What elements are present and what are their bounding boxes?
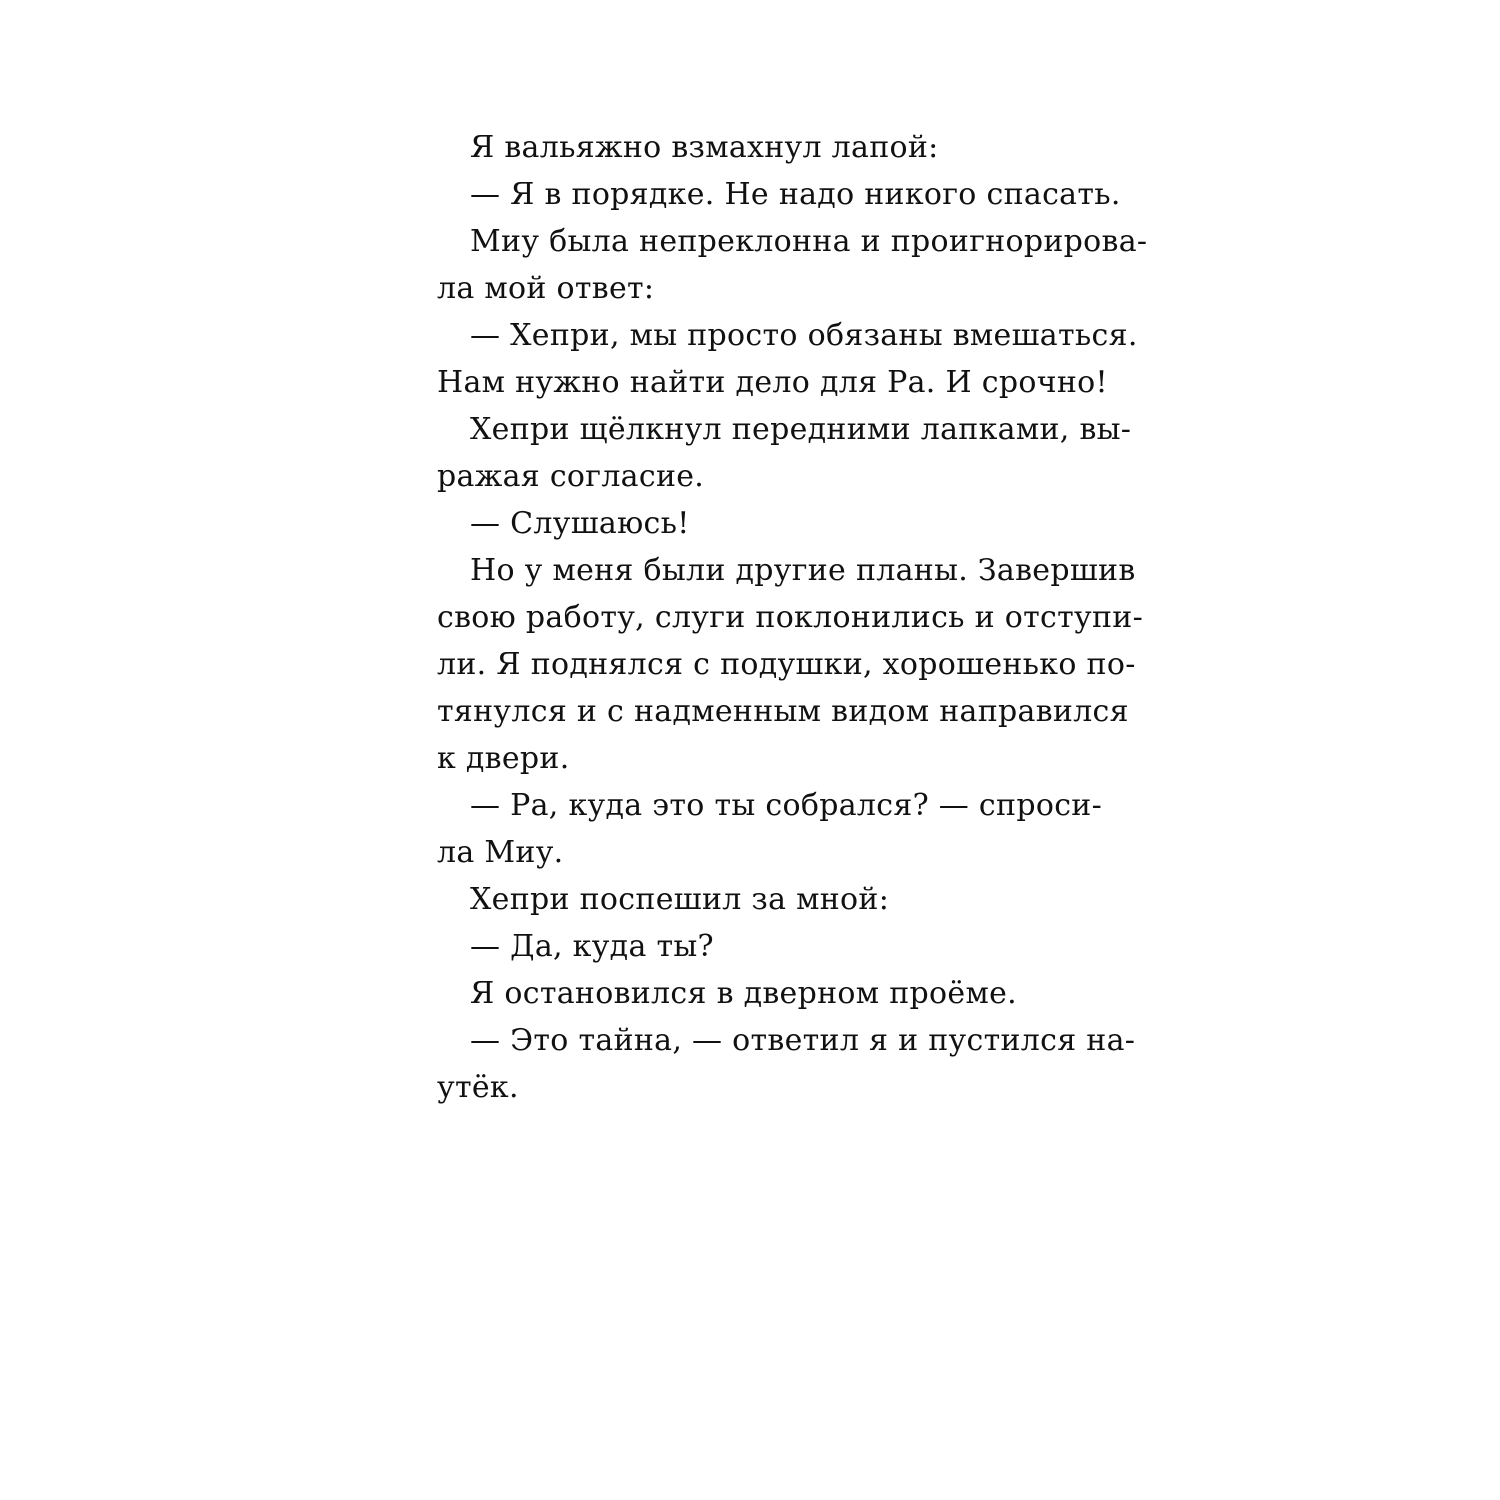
- text-line: Но у меня были другие планы. Завершив: [470, 553, 1136, 588]
- text-line: — Хепри, мы просто обязаны вмешаться.: [470, 318, 1138, 353]
- text-line: ражая согласие.: [437, 459, 705, 494]
- text-line: ла мой ответ:: [437, 271, 655, 306]
- text-line: Хепри щёлкнул передними лапками, вы-: [470, 412, 1132, 447]
- body-text: [437, 124, 1148, 1111]
- text-line: утёк.: [437, 1070, 519, 1105]
- text-line: Я остановился в дверном проёме.: [470, 976, 1017, 1011]
- text-line: Миу была непреклонна и проигнорирова-: [470, 224, 1148, 259]
- text-line: тянулся и с надменным видом направился: [437, 694, 1129, 729]
- text-line: — Это тайна, — ответил я и пустился на-: [470, 1023, 1136, 1058]
- text-line: — Я в порядке. Не надо никого спасать.: [470, 177, 1121, 212]
- text-line: ла Миу.: [437, 835, 564, 870]
- text-line: ли. Я поднялся с подушки, хорошенько по-: [437, 647, 1136, 682]
- text-line: — Слушаюсь!: [470, 506, 690, 541]
- text-line: Я вальяжно взмахнул лапой:: [470, 130, 939, 165]
- text-line: — Да, куда ты?: [470, 929, 714, 964]
- text-line: свою работу, слуги поклонились и отступи-: [437, 600, 1144, 635]
- text-line: Нам нужно найти дело для Ра. И срочно!: [437, 365, 1108, 400]
- text-line: — Ра, куда это ты собрался? — спроси-: [470, 788, 1103, 823]
- text-line: Хепри поспешил за мной:: [470, 882, 890, 917]
- text-line: к двери.: [437, 741, 570, 776]
